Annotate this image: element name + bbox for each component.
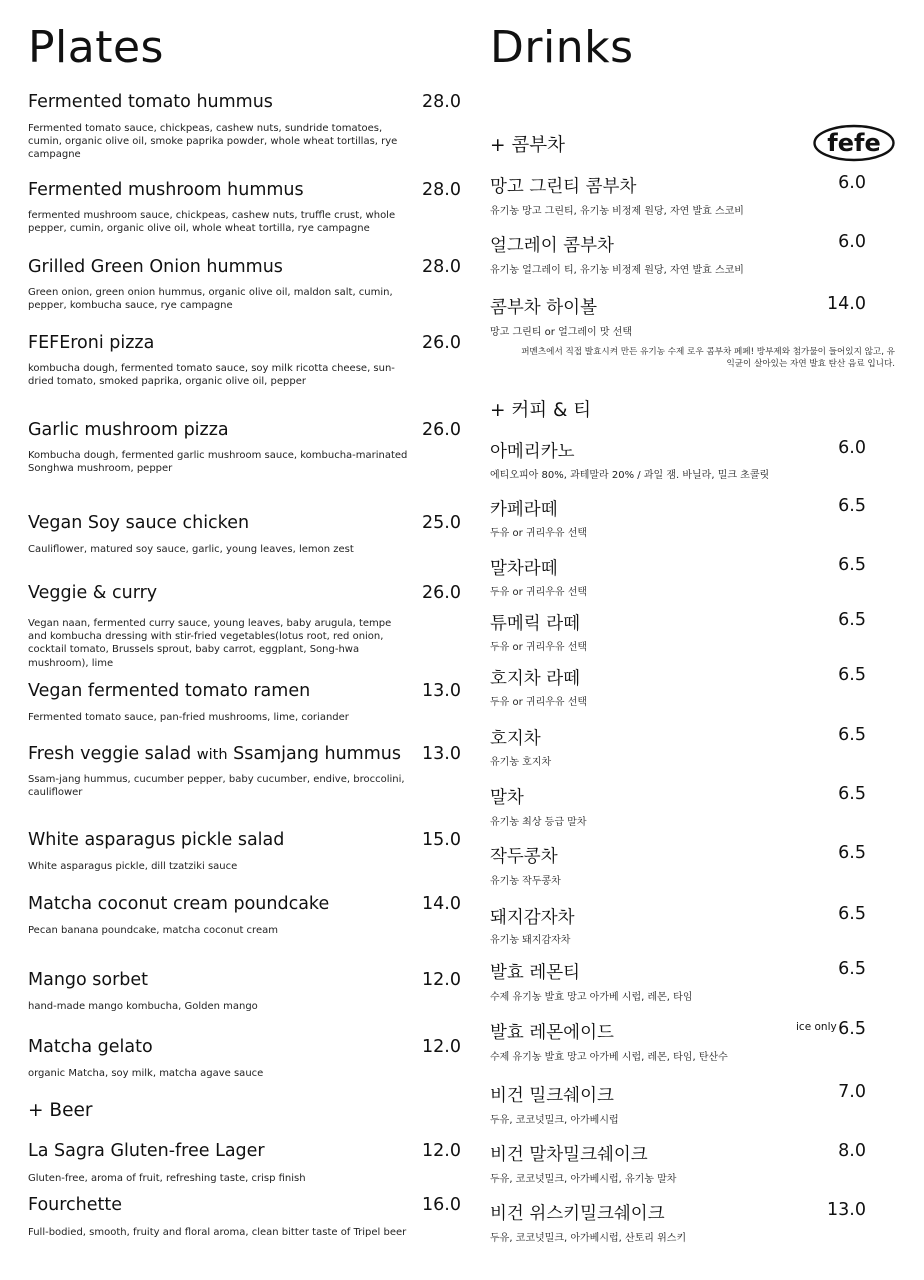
item-name: 비건 말차밀크쉐이크 (490, 1145, 648, 1165)
item-description: 두유 or 귀리우유 선택 (490, 587, 588, 598)
item-price: 6.5 (838, 610, 866, 630)
item-name: Matcha gelato (28, 1037, 153, 1057)
item-description: 두유, 코코넛밀크, 아가베시럽, 유기농 말차 (490, 1174, 677, 1185)
item-description: 두유 or 귀리우유 선택 (490, 697, 588, 708)
item-name: 아메리카노 (490, 442, 575, 462)
item-description: 유기농 돼지감자차 (490, 935, 571, 946)
item-description: 두유 or 귀리우유 선택 (490, 642, 588, 653)
item-name-connector: with (196, 747, 228, 763)
item-price: 28.0 (422, 257, 461, 277)
kombucha-section-title: + 콤부차 (490, 135, 565, 156)
item-name: 호지차 (490, 729, 541, 749)
item-price: 6.5 (838, 1019, 866, 1039)
item-description: Kombucha dough, fermented garlic mushroom sauce, kombucha-marinated Songhwa mushroom, pepper (28, 450, 408, 475)
item-price: 6.5 (838, 843, 866, 863)
item-name: 망고 그린티 콤부차 (490, 177, 637, 197)
item-name: 비건 위스키밀크쉐이크 (490, 1204, 665, 1224)
item-price: 26.0 (422, 420, 461, 440)
item-name: Mango sorbet (28, 970, 149, 990)
item-description: Fermented tomato sauce, chickpeas, cashew nuts, sundride tomatoes, cumin, organic olive oil, smoke paprika powder, whole wheat tortillas, rye campagne (28, 123, 398, 161)
fefe-logo (813, 124, 895, 162)
drinks-title: Drinks (490, 22, 634, 73)
item-name: 말차 (490, 788, 524, 808)
item-price: 6.5 (838, 665, 866, 685)
item-name: Matcha coconut cream poundcake (28, 894, 330, 914)
kombucha-note: 퍼멘츠에서 직접 발효시켜 만든 유기농 수제 로우 콤부차 페페! 방부제와 첨가물이 들어있지 않고, 유익균이 살아있는 자연 발효 탄산 음료 입니다. (521, 347, 895, 369)
item-description: 유기농 얼그레이 티, 유기농 비정제 원당, 자연 발효 스코비 (490, 265, 744, 276)
item-name: Veggie & curry (28, 583, 158, 603)
item-description: 유기농 최상 등급 말차 (490, 817, 587, 828)
item-price: 28.0 (422, 180, 461, 200)
item-name: Grilled Green Onion hummus (28, 257, 283, 277)
item-description: White asparagus pickle, dill tzatziki sauce (28, 861, 238, 872)
item-name: 돼지감자차 (490, 908, 575, 928)
item-price: 14.0 (422, 894, 461, 914)
item-name: Fourchette (28, 1195, 123, 1215)
item-price: 15.0 (422, 830, 461, 850)
item-name: 말차라떼 (490, 559, 558, 579)
item-name: Fermented mushroom hummus (28, 180, 304, 200)
beer-section-title: + Beer (28, 1100, 93, 1121)
item-name: 얼그레이 콤부차 (490, 236, 614, 256)
item-price: 6.5 (838, 959, 866, 979)
item-description: 유기농 망고 그린티, 유기농 비정제 원당, 자연 발효 스코비 (490, 206, 744, 217)
item-description: 유기농 호지차 (490, 757, 552, 768)
item-name: Garlic mushroom pizza (28, 420, 229, 440)
item-description: kombucha dough, fermented tomato sauce, soy milk ricotta cheese, sun-dried tomato, smoked paprika, organic olive oil, pepper (28, 363, 395, 388)
item-price: 13.0 (827, 1200, 866, 1220)
item-price: 6.0 (838, 173, 866, 193)
item-description: Pecan banana poundcake, matcha coconut cream (28, 925, 278, 936)
item-description: 유기농 작두콩차 (490, 876, 561, 887)
item-price: 25.0 (422, 513, 461, 533)
item-price: 7.0 (838, 1082, 866, 1102)
item-description: hand-made mango kombucha, Golden mango (28, 1001, 258, 1012)
item-description: 수제 유기농 발효 망고 아가베 시럽, 레몬, 타임 (490, 992, 693, 1003)
item-name: La Sagra Gluten-free Lager (28, 1141, 265, 1161)
item-price: 14.0 (827, 294, 866, 314)
item-price: 6.5 (838, 784, 866, 804)
item-name: 작두콩차 (490, 847, 558, 867)
item-description: Fermented tomato sauce, pan-fried mushrooms, lime, coriander (28, 712, 349, 723)
item-description: fermented mushroom sauce, chickpeas, cashew nuts, truffle crust, whole pepper, cumin, organic olive oil, whole wheat tortilla, rye campagne (28, 210, 396, 235)
item-name: 발효 레몬에이드 (490, 1023, 614, 1043)
item-name-tail: Ssamjang hummus (233, 744, 401, 764)
item-name: 콤부차 하이볼 (490, 298, 597, 318)
item-name: Fermented tomato hummus (28, 92, 273, 112)
item-description: 두유, 코코넛밀크, 아가베시럽, 산토리 위스키 (490, 1233, 687, 1244)
item-price: 12.0 (422, 970, 461, 990)
plates-title: Plates (28, 22, 164, 73)
item-price: 16.0 (422, 1195, 461, 1215)
item-name (28, 744, 401, 764)
coffee-tea-section-title: + 커피 & 티 (490, 400, 592, 421)
item-price: 13.0 (422, 744, 461, 764)
item-description: Full-bodied, smooth, fruity and floral aroma, clean bitter taste of Tripel beer (28, 1227, 407, 1238)
item-description: Ssam-jang hummus, cucumber pepper, baby cucumber, endive, broccolini, cauliflower (28, 774, 405, 799)
item-name: Vegan fermented tomato ramen (28, 681, 311, 701)
item-price: 26.0 (422, 583, 461, 603)
item-name: 발효 레몬티 (490, 963, 581, 983)
item-description: 두유 or 귀리우유 선택 (490, 528, 588, 539)
item-description: 에티오피아 80%, 과테말라 20% / 과일 잼. 바닐라, 밀크 초콜릿 (490, 470, 770, 481)
item-price: 13.0 (422, 681, 461, 701)
item-price: 26.0 (422, 333, 461, 353)
item-description: organic Matcha, soy milk, matcha agave sauce (28, 1068, 264, 1079)
item-price: 6.0 (838, 232, 866, 252)
svg-text:fefe: fefe (827, 129, 881, 157)
item-description: Vegan naan, fermented curry sauce, young leaves, baby arugula, tempe and kombucha dressing with stir-fried vegetables(lotus root, red onion, cocktail tomato, Brussels sprout, baby carrot, eggplant, Song-hwa mushroom), lime (28, 618, 392, 669)
item-description: 두유, 코코넛밀크, 아가베시럽 (490, 1115, 619, 1126)
item-description: Gluten-free, aroma of fruit, refreshing taste, crisp finish (28, 1173, 306, 1184)
item-price: 28.0 (422, 92, 461, 112)
item-name: 비건 밀크쉐이크 (490, 1086, 614, 1106)
ice-only-tag: ice only (796, 1021, 837, 1033)
item-name: 튜메릭 라떼 (490, 614, 581, 634)
item-name-main: Fresh veggie salad (28, 744, 192, 764)
item-price: 6.5 (838, 904, 866, 924)
item-name: White asparagus pickle salad (28, 830, 285, 850)
item-name: 카페라떼 (490, 500, 558, 520)
item-price: 12.0 (422, 1037, 461, 1057)
item-price: 8.0 (838, 1141, 866, 1161)
item-name: 호지차 라떼 (490, 669, 581, 689)
item-description: Green onion, green onion hummus, organic olive oil, maldon salt, cumin, pepper, kombucha sauce, rye campagne (28, 287, 393, 312)
item-price: 6.5 (838, 555, 866, 575)
item-price: 6.5 (838, 725, 866, 745)
item-description: 망고 그린티 or 얼그레이 맛 선택 (490, 327, 633, 338)
item-description: 수제 유기농 발효 망고 아가베 시럽, 레몬, 타임, 탄산수 (490, 1052, 728, 1063)
item-price: 12.0 (422, 1141, 461, 1161)
item-name: FEFEroni pizza (28, 333, 155, 353)
item-description: Cauliflower, matured soy sauce, garlic, young leaves, lemon zest (28, 544, 354, 555)
item-name: Vegan Soy sauce chicken (28, 513, 250, 533)
item-price: 6.0 (838, 438, 866, 458)
item-price: 6.5 (838, 496, 866, 516)
